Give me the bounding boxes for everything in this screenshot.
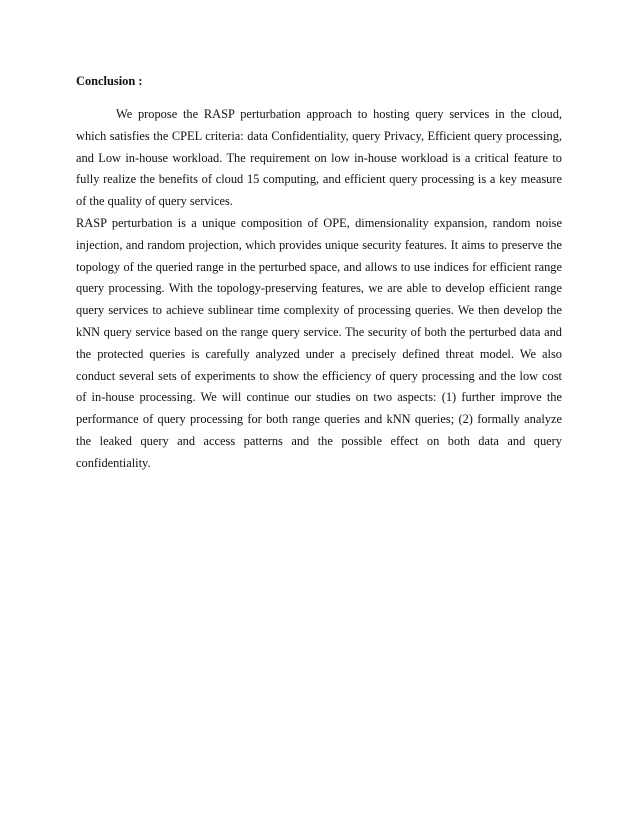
section-heading: Conclusion :: [76, 74, 143, 88]
paragraph-1: We propose the RASP perturbation approach to hosting query services in the cloud, which satisfies the CPEL criteria: data Confidentiality, query Privacy, Efficient query processing, and Low in-house workload. The requirement on low in-house workload is a critical feature to fully realize the benefits of cloud 15 computing, and efficient query processing is a key measure of the quality of query services.: [76, 107, 562, 209]
paragraph-2: RASP perturbation is a unique composition of OPE, dimensionality expansion, random noise injection, and random projection, which provides unique security features. It aims to preserve the topology of the queried range in the perturbed space, and allows to use indices for efficient range query processing. With the topology-preserving features, we are able to develop efficient range query services to achieve sublinear time complexity of processing queries. We then develop the kNN query service based on the range query service. The security of both the perturbed data and the protected queries is carefully analyzed under a precisely defined threat model. We also conduct several sets of experiments to show the efficiency of query processing and the low cost of in-house processing. We will continue our studies on two aspects: (1) further improve the performance of query processing for both range queries and kNN queries; (2) formally analyze the leaked query and access patterns and the possible effect on both data and query confidentiality.: [76, 215, 562, 470]
document-body: [76, 70, 562, 475]
